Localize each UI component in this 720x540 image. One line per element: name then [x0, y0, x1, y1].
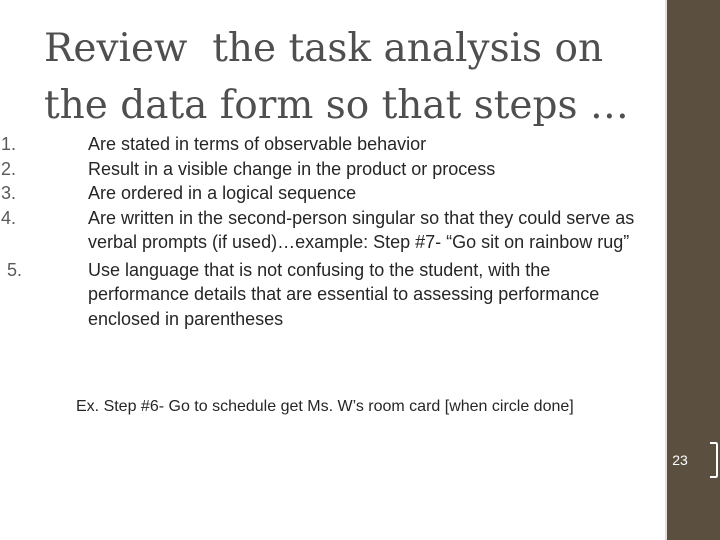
list-item-number: 2. [1, 158, 17, 179]
list-item [0, 206, 640, 255]
list-item-text: Are written in the second-person singular so that they could serve as verbal prompts (if used)…example: Step #7- “Go sit on rainbow rug” [88, 207, 635, 252]
list-item-number: 5. [7, 259, 23, 280]
list-item [0, 258, 640, 332]
list-item-text: Are stated in terms of observable behavior [88, 134, 427, 154]
list-item [0, 157, 640, 182]
list-item-text: Are ordered in a logical sequence [88, 183, 357, 203]
list-item [0, 132, 640, 157]
slide-title-line-1: Review the task analysis on [44, 26, 604, 71]
list-item-number: 4. [1, 207, 17, 228]
list-item-text: Result in a visible change in the product or process [88, 158, 496, 179]
list-item-number: 3. [1, 183, 17, 203]
list-item-text: Use language that is not confusing to the student, with the performance details that are essential to assessing performance enclosed in parentheses [88, 259, 600, 329]
page-number: 23 [672, 452, 688, 468]
list-item-number: 1. [1, 134, 17, 154]
example-text: Ex. Step #6- Go to schedule get Ms. W’s room card [when circle done] [76, 398, 574, 415]
list-item [0, 181, 640, 206]
slide-title-line-2: the data form so that steps … [44, 83, 629, 128]
slide-title [44, 20, 654, 134]
criteria-list [0, 132, 640, 331]
